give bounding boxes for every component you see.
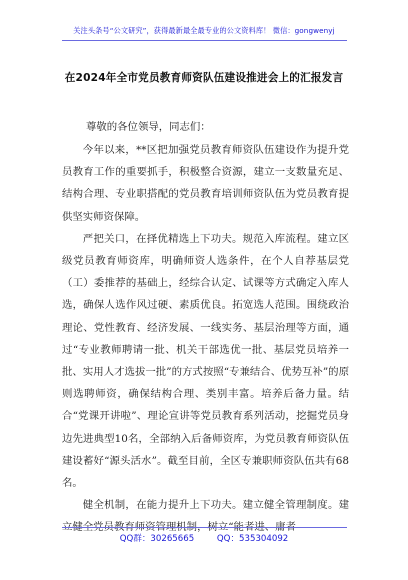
document-title: 在2024年全市党员教育师资队伍建设推进会上的汇报发言 [64,72,344,84]
paragraph-selection: 严把关口，在择优精选上下功夫。规范入库流程。建立区级党员教育师资库，明确师资人选条件，在个人自荐基层党（工）委推荐的基础上，经综合认定、试课等方式确定入库人选，确保人选作风过硬、素质优良。拓宽选人范围。围绕政治理论、党性教育、经济发展、一线实务、基层治理等方面，通过“专业教师聘请一批、机关干部选优一批、基层党员培养一批、实用人才选拔一批”的方式按照“专兼结合、优势互补”的原则选聘师资，确保结构合理、类别丰富。培养后备力量。结合“党课开讲啦”、理论宣讲等党员教育系列活动，挖掘党员身边先进典型10名，全部纳入后备师资库，为党员教育师资队伍建设蓄好“源头活水”。截至目前，全区专兼职师资队伍共有68名。 [62,232,349,490]
paragraph-mechanism: 健全机制，在能力提升上下功夫。建立健全管理制度。建立健全党员教育师资管理机制，树立“能者进、庸者 [62,499,349,534]
document-body [62,139,349,539]
footer-qq-group: QQ群：30265665 [119,534,195,544]
salutation: 尊敬的各位领导，同志们： [86,121,211,133]
paragraph-intro: 今年以来，**区把加强党员教育师资队伍建设作为提升党员教育工作的重要抓手，积极整合资源，建立一支数量充足、结构合理、专业职搭配的党员教育培训师资队伍为党员教育提供坚实师资保障。 [62,144,349,223]
footer-divider [62,527,347,528]
header-divider [62,40,347,41]
footer-contact [0,532,408,544]
header-banner: 关注头条号“公文研究”，获得最新最全最专业的公文资料库！ 微信：gongwenyj [73,26,335,35]
footer-qq: QQ：535304092 [216,534,289,544]
